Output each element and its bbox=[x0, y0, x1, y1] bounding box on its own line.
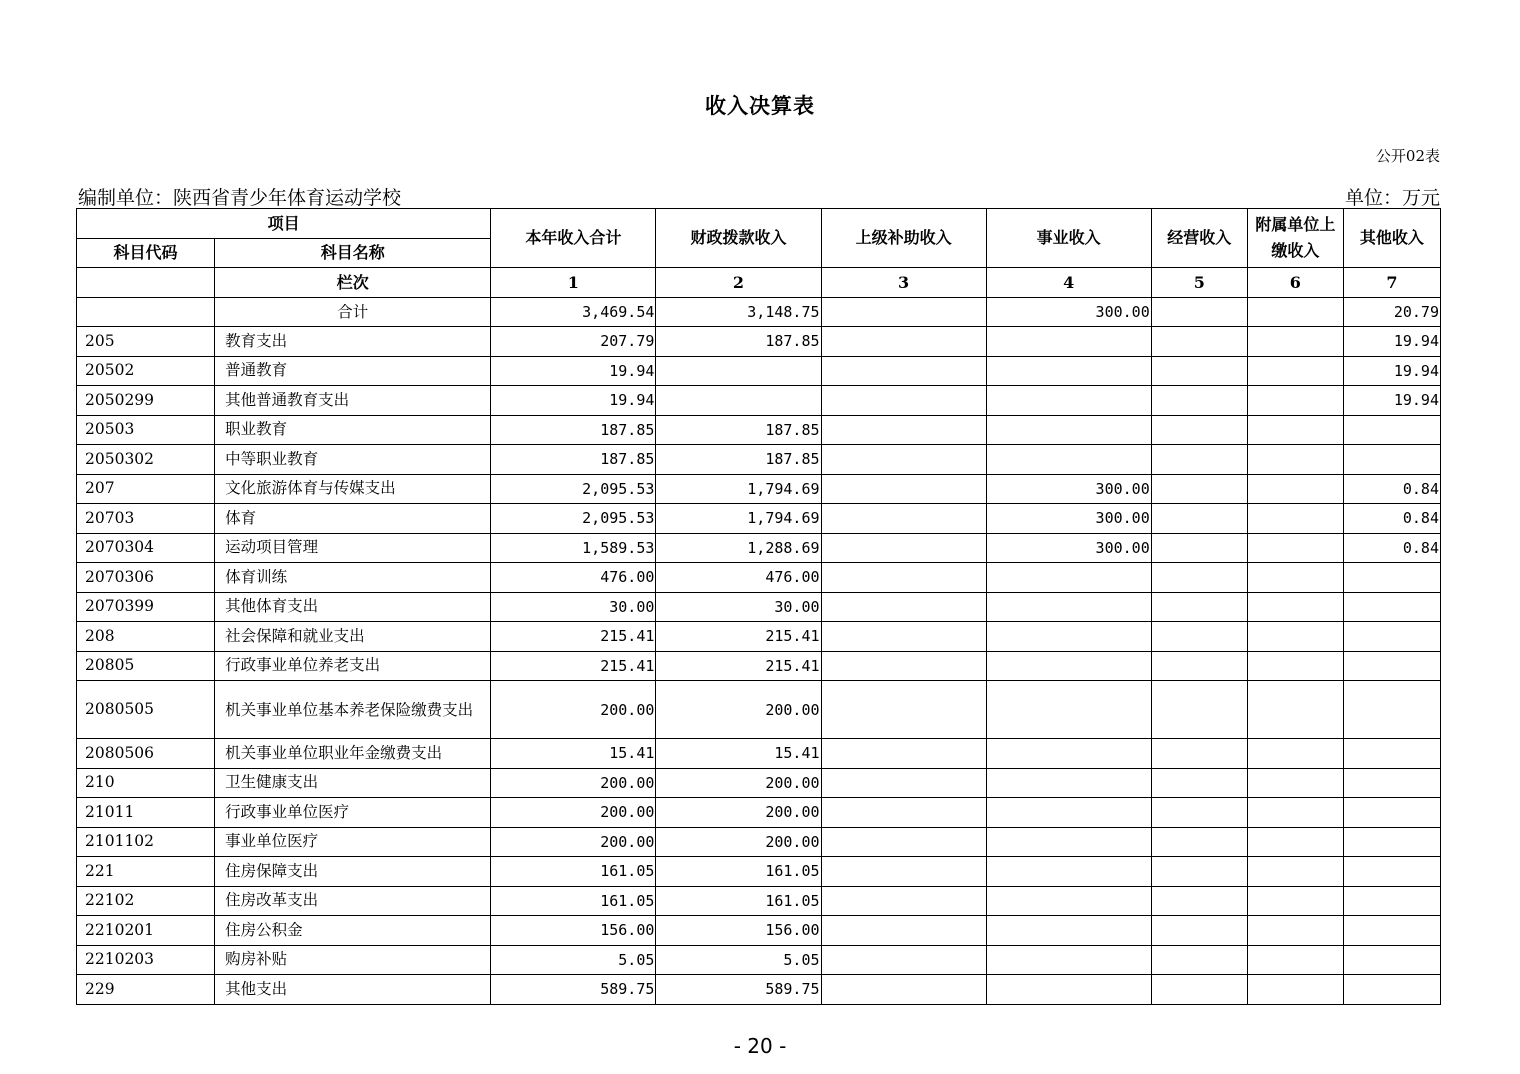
summary-value: 3,148.75 bbox=[656, 298, 821, 327]
amount-cell: 19.94 bbox=[491, 386, 656, 416]
currency-unit: 单位：万元 bbox=[1344, 187, 1440, 209]
subject-code: 207 bbox=[77, 474, 215, 504]
amount-cell bbox=[1343, 445, 1440, 475]
amount-cell bbox=[986, 886, 1151, 916]
amount-cell bbox=[821, 975, 986, 1005]
amount-cell: 156.00 bbox=[491, 916, 656, 946]
header-code: 科目代码 bbox=[77, 239, 215, 268]
amount-cell bbox=[821, 827, 986, 857]
subject-name: 行政事业单位医疗 bbox=[215, 798, 491, 828]
summary-code-blank bbox=[77, 298, 215, 327]
amount-cell: 187.85 bbox=[656, 415, 821, 445]
subject-name: 体育 bbox=[215, 504, 491, 534]
table-row bbox=[77, 975, 1441, 1005]
subject-code: 2070304 bbox=[77, 533, 215, 563]
amount-cell bbox=[986, 622, 1151, 652]
amount-cell: 200.00 bbox=[656, 681, 821, 739]
amount-cell bbox=[1151, 356, 1247, 386]
amount-cell bbox=[821, 563, 986, 593]
amount-cell bbox=[1247, 622, 1343, 652]
amount-cell bbox=[1151, 857, 1247, 887]
subject-name: 机关事业单位基本养老保险缴费支出 bbox=[215, 681, 491, 739]
subject-code: 20502 bbox=[77, 356, 215, 386]
amount-cell: 300.00 bbox=[986, 533, 1151, 563]
table-row bbox=[77, 474, 1441, 504]
subject-code: 229 bbox=[77, 975, 215, 1005]
amount-cell: 187.85 bbox=[656, 327, 821, 357]
col-number: 2 bbox=[656, 268, 821, 298]
amount-cell bbox=[821, 386, 986, 416]
subject-name: 文化旅游体育与传媒支出 bbox=[215, 474, 491, 504]
amount-cell bbox=[1247, 886, 1343, 916]
amount-cell: 200.00 bbox=[491, 827, 656, 857]
subject-name: 住房公积金 bbox=[215, 916, 491, 946]
amount-cell bbox=[1247, 327, 1343, 357]
summary-value: 300.00 bbox=[986, 298, 1151, 327]
amount-cell bbox=[1247, 592, 1343, 622]
amount-cell bbox=[821, 681, 986, 739]
header-affiliated: 附属单位上缴收入 bbox=[1247, 209, 1343, 268]
amount-cell: 161.05 bbox=[491, 857, 656, 887]
table-row bbox=[77, 386, 1441, 416]
header-operating: 经营收入 bbox=[1151, 209, 1247, 268]
amount-cell bbox=[986, 415, 1151, 445]
subject-name: 体育训练 bbox=[215, 563, 491, 593]
amount-cell: 300.00 bbox=[986, 474, 1151, 504]
subject-name: 普通教育 bbox=[215, 356, 491, 386]
amount-cell bbox=[986, 327, 1151, 357]
header-business: 事业收入 bbox=[986, 209, 1151, 268]
amount-cell bbox=[1247, 445, 1343, 475]
amount-cell: 0.84 bbox=[1343, 474, 1440, 504]
amount-cell bbox=[821, 533, 986, 563]
amount-cell bbox=[1247, 945, 1343, 975]
table-row bbox=[77, 622, 1441, 652]
amount-cell bbox=[1247, 916, 1343, 946]
amount-cell: 1,288.69 bbox=[656, 533, 821, 563]
subject-code: 2080505 bbox=[77, 681, 215, 739]
amount-cell: 161.05 bbox=[491, 886, 656, 916]
amount-cell bbox=[1151, 975, 1247, 1005]
page-title: 收入决算表 bbox=[705, 93, 815, 118]
subject-name: 住房改革支出 bbox=[215, 886, 491, 916]
amount-cell bbox=[1247, 356, 1343, 386]
subject-name: 其他支出 bbox=[215, 975, 491, 1005]
subject-code: 208 bbox=[77, 622, 215, 652]
header-name: 科目名称 bbox=[215, 239, 491, 268]
amount-cell bbox=[1343, 798, 1440, 828]
amount-cell: 1,794.69 bbox=[656, 504, 821, 534]
summary-value bbox=[1247, 298, 1343, 327]
amount-cell bbox=[986, 975, 1151, 1005]
amount-cell: 1,589.53 bbox=[491, 533, 656, 563]
amount-cell bbox=[1151, 916, 1247, 946]
amount-cell bbox=[1247, 827, 1343, 857]
subject-name: 其他体育支出 bbox=[215, 592, 491, 622]
header-total: 本年收入合计 bbox=[491, 209, 656, 268]
amount-cell: 200.00 bbox=[656, 827, 821, 857]
amount-cell bbox=[1151, 563, 1247, 593]
subject-code: 221 bbox=[77, 857, 215, 887]
amount-cell: 161.05 bbox=[656, 857, 821, 887]
column-label-blank bbox=[77, 268, 215, 298]
table-row bbox=[77, 916, 1441, 946]
amount-cell bbox=[1247, 563, 1343, 593]
amount-cell bbox=[1151, 651, 1247, 681]
amount-cell bbox=[1151, 445, 1247, 475]
amount-cell bbox=[986, 739, 1151, 769]
subject-code: 2050302 bbox=[77, 445, 215, 475]
amount-cell bbox=[1151, 681, 1247, 739]
amount-cell bbox=[821, 739, 986, 769]
amount-cell bbox=[1343, 886, 1440, 916]
subject-code: 2210201 bbox=[77, 916, 215, 946]
amount-cell bbox=[1151, 886, 1247, 916]
amount-cell bbox=[1151, 504, 1247, 534]
amount-cell: 207.79 bbox=[491, 327, 656, 357]
amount-cell bbox=[656, 356, 821, 386]
col-number: 4 bbox=[986, 268, 1151, 298]
amount-cell bbox=[986, 857, 1151, 887]
amount-cell bbox=[1151, 533, 1247, 563]
amount-cell bbox=[1151, 739, 1247, 769]
amount-cell bbox=[821, 651, 986, 681]
table-row bbox=[77, 768, 1441, 798]
amount-cell bbox=[656, 386, 821, 416]
amount-cell bbox=[1151, 622, 1247, 652]
header-fiscal: 财政拨款收入 bbox=[656, 209, 821, 268]
amount-cell bbox=[1343, 945, 1440, 975]
compiling-unit: 编制单位：陕西省青少年体育运动学校 bbox=[78, 187, 402, 209]
amount-cell bbox=[986, 563, 1151, 593]
amount-cell bbox=[986, 356, 1151, 386]
amount-cell bbox=[1247, 768, 1343, 798]
amount-cell bbox=[1343, 739, 1440, 769]
amount-cell: 187.85 bbox=[491, 445, 656, 475]
amount-cell bbox=[1343, 857, 1440, 887]
amount-cell bbox=[821, 415, 986, 445]
table-number: 公开02表 bbox=[1375, 147, 1440, 165]
table-row bbox=[77, 592, 1441, 622]
amount-cell bbox=[1151, 327, 1247, 357]
amount-cell bbox=[986, 386, 1151, 416]
amount-cell bbox=[1151, 945, 1247, 975]
amount-cell bbox=[821, 916, 986, 946]
subject-name: 职业教育 bbox=[215, 415, 491, 445]
subject-code: 2050299 bbox=[77, 386, 215, 416]
subject-name: 住房保障支出 bbox=[215, 857, 491, 887]
amount-cell: 30.00 bbox=[656, 592, 821, 622]
col-number: 5 bbox=[1151, 268, 1247, 298]
subject-code: 205 bbox=[77, 327, 215, 357]
amount-cell: 187.85 bbox=[491, 415, 656, 445]
amount-cell: 161.05 bbox=[656, 886, 821, 916]
table-row bbox=[77, 857, 1441, 887]
subject-code: 210 bbox=[77, 768, 215, 798]
amount-cell bbox=[1343, 827, 1440, 857]
subject-name: 教育支出 bbox=[215, 327, 491, 357]
amount-cell: 5.05 bbox=[491, 945, 656, 975]
amount-cell bbox=[1247, 975, 1343, 1005]
subject-code: 2070399 bbox=[77, 592, 215, 622]
header-project: 项目 bbox=[77, 209, 491, 239]
summary-value: 20.79 bbox=[1343, 298, 1440, 327]
amount-cell: 215.41 bbox=[491, 651, 656, 681]
amount-cell bbox=[1247, 857, 1343, 887]
amount-cell: 15.41 bbox=[656, 739, 821, 769]
table-row bbox=[77, 827, 1441, 857]
amount-cell bbox=[986, 768, 1151, 798]
amount-cell: 200.00 bbox=[656, 798, 821, 828]
subject-name: 机关事业单位职业年金缴费支出 bbox=[215, 739, 491, 769]
amount-cell bbox=[1343, 563, 1440, 593]
subject-name: 社会保障和就业支出 bbox=[215, 622, 491, 652]
table-row bbox=[77, 445, 1441, 475]
amount-cell bbox=[821, 768, 986, 798]
table-row bbox=[77, 886, 1441, 916]
amount-cell: 476.00 bbox=[491, 563, 656, 593]
amount-cell bbox=[821, 798, 986, 828]
amount-cell: 200.00 bbox=[491, 768, 656, 798]
amount-cell bbox=[1343, 975, 1440, 1005]
header-superior: 上级补助收入 bbox=[821, 209, 986, 268]
amount-cell bbox=[1343, 681, 1440, 739]
col-number: 6 bbox=[1247, 268, 1343, 298]
amount-cell: 215.41 bbox=[656, 622, 821, 652]
amount-cell: 15.41 bbox=[491, 739, 656, 769]
header-other: 其他收入 bbox=[1343, 209, 1440, 268]
amount-cell: 19.94 bbox=[1343, 327, 1440, 357]
amount-cell bbox=[821, 857, 986, 887]
summary-value bbox=[821, 298, 986, 327]
subject-name: 行政事业单位养老支出 bbox=[215, 651, 491, 681]
subject-name: 运动项目管理 bbox=[215, 533, 491, 563]
subject-code: 2070306 bbox=[77, 563, 215, 593]
amount-cell bbox=[1247, 798, 1343, 828]
table-row bbox=[77, 651, 1441, 681]
subject-name: 事业单位医疗 bbox=[215, 827, 491, 857]
income-table bbox=[76, 208, 1441, 1005]
amount-cell bbox=[986, 651, 1151, 681]
amount-cell bbox=[821, 592, 986, 622]
summary-row bbox=[77, 298, 1441, 327]
amount-cell: 589.75 bbox=[656, 975, 821, 1005]
amount-cell: 300.00 bbox=[986, 504, 1151, 534]
amount-cell bbox=[1343, 768, 1440, 798]
amount-cell bbox=[1151, 415, 1247, 445]
subject-code: 2080506 bbox=[77, 739, 215, 769]
amount-cell bbox=[1151, 827, 1247, 857]
amount-cell bbox=[986, 798, 1151, 828]
amount-cell bbox=[821, 474, 986, 504]
subject-code: 20805 bbox=[77, 651, 215, 681]
amount-cell bbox=[1151, 386, 1247, 416]
amount-cell bbox=[1247, 415, 1343, 445]
amount-cell: 30.00 bbox=[491, 592, 656, 622]
subject-code: 21011 bbox=[77, 798, 215, 828]
amount-cell: 5.05 bbox=[656, 945, 821, 975]
table-row bbox=[77, 945, 1441, 975]
table-row bbox=[77, 533, 1441, 563]
amount-cell bbox=[1151, 768, 1247, 798]
subject-code: 20503 bbox=[77, 415, 215, 445]
summary-value bbox=[1151, 298, 1247, 327]
amount-cell bbox=[1343, 651, 1440, 681]
amount-cell: 200.00 bbox=[491, 681, 656, 739]
amount-cell bbox=[1247, 474, 1343, 504]
amount-cell bbox=[986, 916, 1151, 946]
amount-cell: 187.85 bbox=[656, 445, 821, 475]
col-number: 3 bbox=[821, 268, 986, 298]
amount-cell bbox=[821, 886, 986, 916]
amount-cell: 19.94 bbox=[1343, 386, 1440, 416]
amount-cell bbox=[986, 827, 1151, 857]
subject-name: 中等职业教育 bbox=[215, 445, 491, 475]
page-number: - 20 - bbox=[733, 1034, 787, 1058]
amount-cell bbox=[1343, 415, 1440, 445]
amount-cell bbox=[1247, 533, 1343, 563]
amount-cell bbox=[1247, 504, 1343, 534]
col-number: 7 bbox=[1343, 268, 1440, 298]
amount-cell bbox=[1343, 916, 1440, 946]
summary-label: 合计 bbox=[215, 298, 491, 327]
col-number: 1 bbox=[491, 268, 656, 298]
amount-cell bbox=[1247, 681, 1343, 739]
amount-cell bbox=[821, 445, 986, 475]
amount-cell bbox=[986, 945, 1151, 975]
amount-cell bbox=[821, 327, 986, 357]
amount-cell bbox=[1151, 798, 1247, 828]
table-row bbox=[77, 798, 1441, 828]
amount-cell bbox=[986, 592, 1151, 622]
amount-cell: 200.00 bbox=[491, 798, 656, 828]
table-row bbox=[77, 739, 1441, 769]
table-row bbox=[77, 356, 1441, 386]
amount-cell bbox=[1343, 592, 1440, 622]
amount-cell bbox=[1247, 651, 1343, 681]
subject-name: 卫生健康支出 bbox=[215, 768, 491, 798]
subject-name: 购房补贴 bbox=[215, 945, 491, 975]
subject-code: 22102 bbox=[77, 886, 215, 916]
amount-cell: 215.41 bbox=[491, 622, 656, 652]
table-row bbox=[77, 415, 1441, 445]
amount-cell bbox=[986, 445, 1151, 475]
subject-code: 2210203 bbox=[77, 945, 215, 975]
column-label: 栏次 bbox=[215, 268, 491, 298]
table-row bbox=[77, 504, 1441, 534]
table-row bbox=[77, 563, 1441, 593]
amount-cell: 1,794.69 bbox=[656, 474, 821, 504]
amount-cell bbox=[821, 504, 986, 534]
amount-cell: 476.00 bbox=[656, 563, 821, 593]
amount-cell bbox=[1247, 739, 1343, 769]
amount-cell: 19.94 bbox=[491, 356, 656, 386]
amount-cell: 589.75 bbox=[491, 975, 656, 1005]
amount-cell bbox=[1343, 622, 1440, 652]
subject-code: 20703 bbox=[77, 504, 215, 534]
amount-cell bbox=[986, 681, 1151, 739]
amount-cell: 156.00 bbox=[656, 916, 821, 946]
amount-cell: 0.84 bbox=[1343, 533, 1440, 563]
amount-cell bbox=[1151, 474, 1247, 504]
subject-name: 其他普通教育支出 bbox=[215, 386, 491, 416]
amount-cell bbox=[821, 356, 986, 386]
summary-value: 3,469.54 bbox=[491, 298, 656, 327]
amount-cell bbox=[821, 945, 986, 975]
amount-cell bbox=[1151, 592, 1247, 622]
table-row bbox=[77, 681, 1441, 739]
amount-cell: 19.94 bbox=[1343, 356, 1440, 386]
table-row bbox=[77, 327, 1441, 357]
amount-cell bbox=[821, 622, 986, 652]
amount-cell: 215.41 bbox=[656, 651, 821, 681]
amount-cell bbox=[1247, 386, 1343, 416]
subject-code: 2101102 bbox=[77, 827, 215, 857]
amount-cell: 2,095.53 bbox=[491, 504, 656, 534]
amount-cell: 0.84 bbox=[1343, 504, 1440, 534]
amount-cell: 200.00 bbox=[656, 768, 821, 798]
amount-cell: 2,095.53 bbox=[491, 474, 656, 504]
